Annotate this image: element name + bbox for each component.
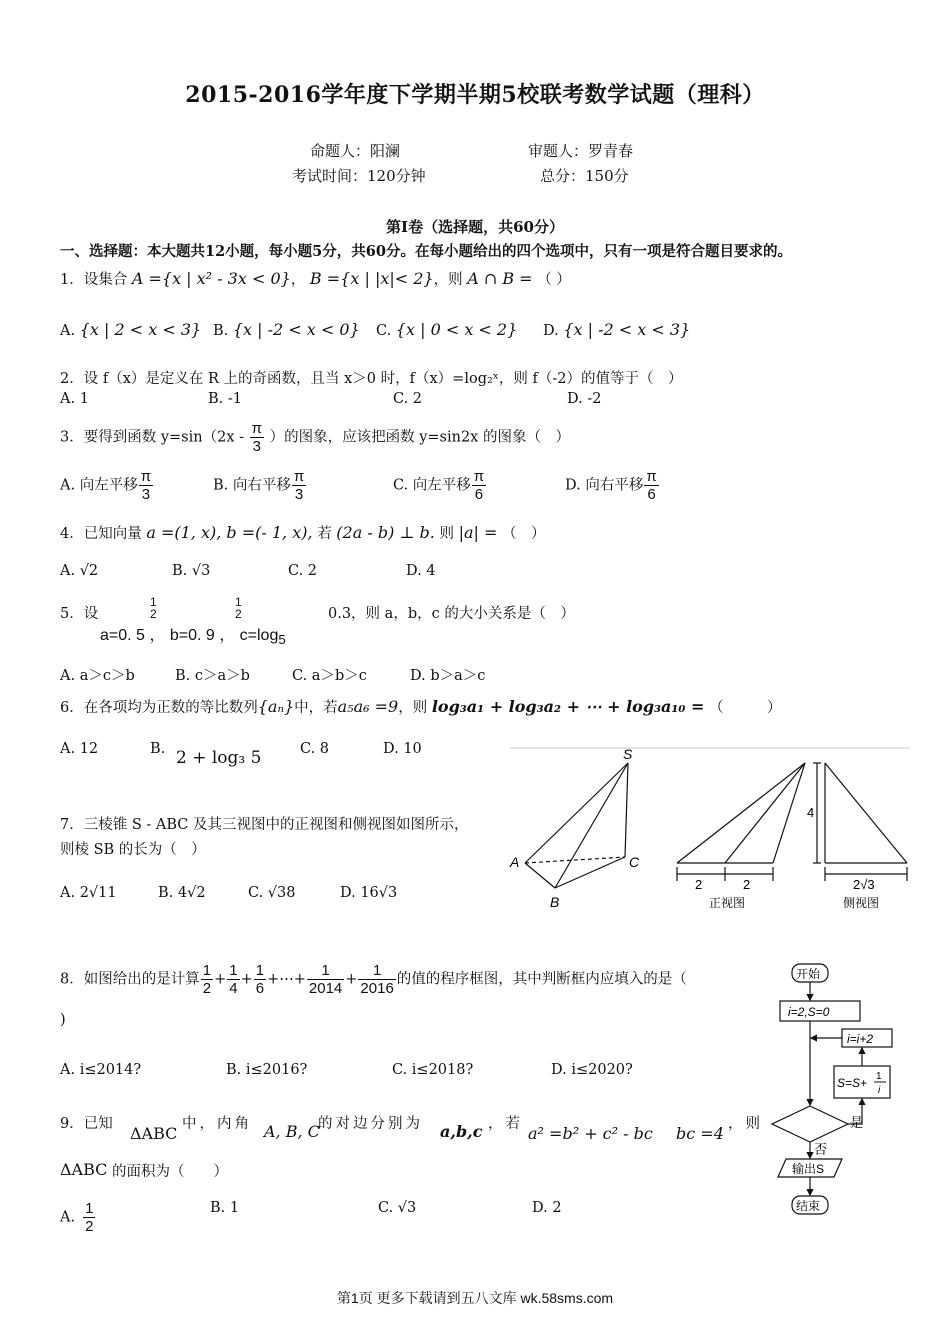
q9-stem-f: 的面积为（ ） xyxy=(112,1164,228,1180)
q8-stem: 8．如图给出的是计算 $\frac{1}{2}$ + $\frac{1}{4}$ + $\frac{1}{6}$ +⋯+ $\frac{1}{2014}$ + $\frac{1}{2016}$ 的值的程序框图，其中判断框内应填入的是（ xyxy=(60,962,687,997)
q9-option-a-label: A. xyxy=(60,1209,76,1226)
q1-label-a: A. xyxy=(60,323,76,339)
q9-option-a xyxy=(60,1200,96,1235)
q3-b-den: 3 xyxy=(294,486,304,503)
q1-option-b xyxy=(213,320,360,339)
q3-pi: π xyxy=(251,420,262,437)
q1-stem: 1．设集合 A ={x | x² - 3x < 0}， B ={x | |x|< 2}，则 A ∩ B = （ ） xyxy=(60,269,571,288)
q8-term-2016: $\frac{1}{2016}$ xyxy=(360,962,394,997)
flow-sum-label: S=S+ xyxy=(837,1076,868,1090)
q3-den: 3 xyxy=(252,438,261,455)
front-view xyxy=(677,763,805,881)
q8-flowchart xyxy=(770,962,920,1222)
q4-option-c: C. 2 xyxy=(288,563,318,579)
q9-option-a-frac: $\frac{1}{2}$ xyxy=(85,1200,94,1235)
dim-side-height: 4 xyxy=(807,805,815,820)
q2-stem: 2．设 f（x）是定义在 R 上的奇函数，且当 x＞0 时，f（x）=log₂ˣ，则 f（-2）的值等于（ ） xyxy=(60,371,683,387)
q8-stem-c: ) xyxy=(60,1012,66,1028)
q3-pi-fraction xyxy=(250,420,264,455)
section-instruction: 一、选择题：本大题共12小题，每小题5分，共60分。在每小题给出的四个选项中，只有一项是符合题目要求的。 xyxy=(60,243,792,260)
q7-option-d: D. 16√3 xyxy=(340,885,398,901)
q1-option-a xyxy=(60,320,201,339)
q1-label-d: D. xyxy=(543,323,559,339)
side-view xyxy=(813,763,907,881)
q2-option-c: C. 2 xyxy=(393,391,423,407)
q5-option-c: C. a＞b＞c xyxy=(292,668,367,684)
page-footer: 第1页 更多下载请到五八文库 wk.58sms.com xyxy=(336,1290,614,1306)
vertex-a: A xyxy=(510,854,520,870)
q4-option-d: D. 4 xyxy=(406,563,436,579)
q9-angles: A, B, C xyxy=(264,1122,320,1141)
q4-stem-a: 4．已知向量 xyxy=(60,526,142,542)
q9-option-c: C. √3 xyxy=(378,1200,417,1216)
q1-value-b: {x | -2 < x < 0} xyxy=(232,320,360,339)
time-label: 考试时间：120分钟 xyxy=(292,167,426,185)
q7-stem-a: 7．三棱锥 S - ABC 及其三视图中的正视图和侧视图如图所示， xyxy=(60,817,469,833)
q4-option-b: B. √3 xyxy=(172,563,211,579)
q1-label-c: C. xyxy=(376,323,392,339)
q3-stem xyxy=(60,420,570,455)
q6-stem-c: ，则 xyxy=(398,700,428,716)
q4-stem-c: 则 xyxy=(439,526,454,542)
q8-option-a: A. i≤2014? xyxy=(60,1062,142,1078)
q1-stem-then: ，则 xyxy=(433,272,463,288)
q7-stem-b: 则棱 SB 的长为（ ） xyxy=(60,842,206,858)
q5-option-d: D. b＞a＞c xyxy=(410,668,486,684)
q5-stem-a: 5．设 xyxy=(60,606,99,622)
exam-title: 2015-2016学年度下学期半期5校联考数学试题（理科） xyxy=(185,82,765,108)
flow-sum-frac-num: 1 xyxy=(876,1071,882,1082)
q3-option-d xyxy=(565,468,660,503)
q3-c-pi: π xyxy=(473,468,485,485)
flow-no-label: 否 xyxy=(814,1142,828,1157)
q9-stem-e: ，则 xyxy=(728,1116,763,1132)
q3-d-den: 6 xyxy=(647,486,656,503)
q9-stem-b: 中，内角 xyxy=(182,1116,252,1132)
q8-option-c: C. i≤2018? xyxy=(392,1062,474,1078)
q1-option-d xyxy=(543,320,690,339)
q6-condition: a₅a₆ =9 xyxy=(337,697,399,716)
q8-dots: +⋯+ xyxy=(267,971,306,988)
q1-value-c: {x | 0 < x < 2} xyxy=(395,320,518,339)
q6-option-c: C. 8 xyxy=(300,741,330,757)
q4-paren: （ ） xyxy=(502,526,546,542)
q3-b-pi: π xyxy=(293,468,305,485)
flow-start-label: 开始 xyxy=(796,967,821,981)
q3-d-pi: π xyxy=(646,468,657,485)
q1-paren: （ ） xyxy=(537,272,571,288)
author-label: 命题人：阳澜 xyxy=(310,142,401,160)
q3-option-d-text: D. 向右平移 xyxy=(565,477,644,494)
q5-exp-1 xyxy=(150,596,157,620)
q6-sequence: {aₙ} xyxy=(257,697,295,716)
q3-option-b-text: B. 向右平移 xyxy=(213,477,291,494)
q1-expr: A ∩ B = xyxy=(467,269,533,288)
q7-option-c: C. √38 xyxy=(248,885,296,901)
q1-value-a: {x | 2 < x < 3} xyxy=(79,320,202,339)
q5-exp-2 xyxy=(235,596,242,620)
q5-definitions xyxy=(100,622,286,647)
q6-stem-a: 6．在各项均为正数的等比数列 xyxy=(60,700,258,716)
q3-option-a-text: A. 向左平移 xyxy=(60,477,138,494)
q8-stem-a: 8．如图给出的是计算 xyxy=(60,971,200,988)
q9-triangle-2: ΔABC xyxy=(60,1160,108,1179)
q3-option-c-frac xyxy=(472,468,486,503)
q2-option-a: A. 1 xyxy=(60,391,89,407)
flow-yes-label: 是 xyxy=(850,1115,864,1130)
q9-stem-a: 9．已知 xyxy=(60,1116,113,1132)
q3-a-pi: π xyxy=(140,468,152,485)
q8-term-3: $\frac{1}{6}$ xyxy=(255,962,265,997)
q5-option-a: A. a＞c＞b xyxy=(60,668,135,684)
q4-option-a: A. √2 xyxy=(60,563,99,579)
flow-end-label: 结束 xyxy=(796,1199,821,1213)
q5-stem-b: 0.3，则 a，b，c 的大小关系是（ ） xyxy=(328,606,575,622)
q5-exp-1-num: 1 xyxy=(150,595,157,609)
q3-stem-a: 3．要得到函数 y=sin（2x - xyxy=(60,429,245,446)
q9-sides: a,b,c xyxy=(440,1122,483,1141)
q6-stem-b: 中，若 xyxy=(294,700,338,716)
q5-exp-2-num: 1 xyxy=(235,595,242,609)
q8-option-d: D. i≤2020? xyxy=(551,1062,633,1078)
q8-option-b: B. i≤2016? xyxy=(226,1062,308,1078)
q9-stem-d: ，若 xyxy=(488,1116,523,1132)
q3-stem-b: ）的图象，应该把函数 y=sin2x 的图象（ ） xyxy=(269,429,570,446)
q9-triangle: ΔABC xyxy=(130,1124,178,1143)
q1-stem-text: 1．设集合 xyxy=(60,272,128,288)
flow-output-label: 输出S xyxy=(792,1162,825,1176)
flow-incr-label: i=i+2 xyxy=(847,1032,874,1046)
q7-figure xyxy=(505,745,915,915)
q7-option-a: A. 2√11 xyxy=(60,885,117,901)
q9-stem-c: 的对边分别为 xyxy=(318,1116,423,1132)
q3-option-c-text: C. 向左平移 xyxy=(393,477,471,494)
q3-option-d-frac xyxy=(644,468,658,503)
vertex-b: B xyxy=(550,894,560,910)
q3-option-a xyxy=(60,468,154,503)
dim-side-base: 2√3 xyxy=(853,877,875,892)
q7-option-b: B. 4√2 xyxy=(158,885,206,901)
vertex-s: S xyxy=(623,746,633,762)
q3-option-a-frac xyxy=(139,468,153,503)
q6-option-b-label: B. xyxy=(150,741,166,757)
q2-option-b: B. -1 xyxy=(208,391,242,407)
q9-option-b: B. 1 xyxy=(210,1200,240,1216)
q3-option-c xyxy=(393,468,487,503)
q6-option-b-expr: 2 + log₃ 5 xyxy=(176,748,262,768)
q6-option-d: D. 10 xyxy=(383,741,422,757)
q3-option-b xyxy=(213,468,307,503)
q8-term-1: $\frac{1}{2}$ xyxy=(202,962,212,997)
flow-decision xyxy=(772,1106,848,1142)
q5-def-text: a=0. 5 ， b=0. 9 ， c=log xyxy=(100,627,279,644)
pyramid-3d xyxy=(525,763,628,888)
side-view-label: 侧视图 xyxy=(843,896,880,910)
q6-option-a: A. 12 xyxy=(60,741,99,757)
q6-expression: log₃a₁ + log₃a₂ + ⋯ + log₃a₁₀ = xyxy=(431,697,705,716)
q9-option-d: D. 2 xyxy=(532,1200,562,1216)
score-label: 总分：150分 xyxy=(540,167,629,185)
flow-sum-frac-den: i xyxy=(878,1085,881,1096)
q1-value-d: {x | -2 < x < 3} xyxy=(563,320,691,339)
front-view-label: 正视图 xyxy=(709,896,746,910)
q5-log-base: 5 xyxy=(278,632,286,648)
q4-condition: (2a - b) ⊥ b. xyxy=(336,523,435,542)
q1-label-b: B. xyxy=(213,323,229,339)
q5-option-b: B. c＞a＞b xyxy=(175,668,250,684)
vertex-c: C xyxy=(629,854,640,870)
q3-option-b-frac xyxy=(292,468,306,503)
q9-condition: a² =b² + c² - bc xyxy=(528,1124,653,1143)
q1-set-b: B ={x | |x|< 2} xyxy=(309,269,434,288)
q9-condition-2: bc =4 xyxy=(676,1124,724,1143)
reviewer-label: 审题人：罗青春 xyxy=(528,142,634,160)
q5-exp-1-den: 2 xyxy=(150,607,157,621)
q6-paren: （ ） xyxy=(709,700,782,716)
dim-front-right: 2 xyxy=(743,877,751,892)
section-title: 第Ⅰ卷（选择题，共60分） xyxy=(386,218,564,236)
q5-exp-2-den: 2 xyxy=(235,607,242,621)
q8-term-2: $\frac{1}{4}$ xyxy=(229,962,238,997)
dim-front-left: 2 xyxy=(695,877,703,892)
q4-vectors: a =(1, x), b =(- 1, x), xyxy=(146,523,313,542)
q6-option-b xyxy=(150,741,165,757)
q4-abs: |a| = xyxy=(458,523,498,542)
q6-stem xyxy=(60,696,782,717)
q4-stem-b: 若 xyxy=(317,526,332,542)
q8-stem-b: 的值的程序框图，其中判断框内应填入的是（ xyxy=(396,971,687,988)
q8-term-2014: $\frac{1}{2014}$ xyxy=(308,962,343,997)
q4-stem xyxy=(60,522,546,543)
q3-c-den: 6 xyxy=(474,486,484,503)
q2-option-d: D. -2 xyxy=(567,391,602,407)
q3-a-den: 3 xyxy=(141,486,151,503)
q1-set-a: A ={x | x² - 3x < 0} xyxy=(131,269,291,288)
flow-init-label: i=2,S=0 xyxy=(788,1005,830,1019)
q1-option-c xyxy=(376,320,517,339)
